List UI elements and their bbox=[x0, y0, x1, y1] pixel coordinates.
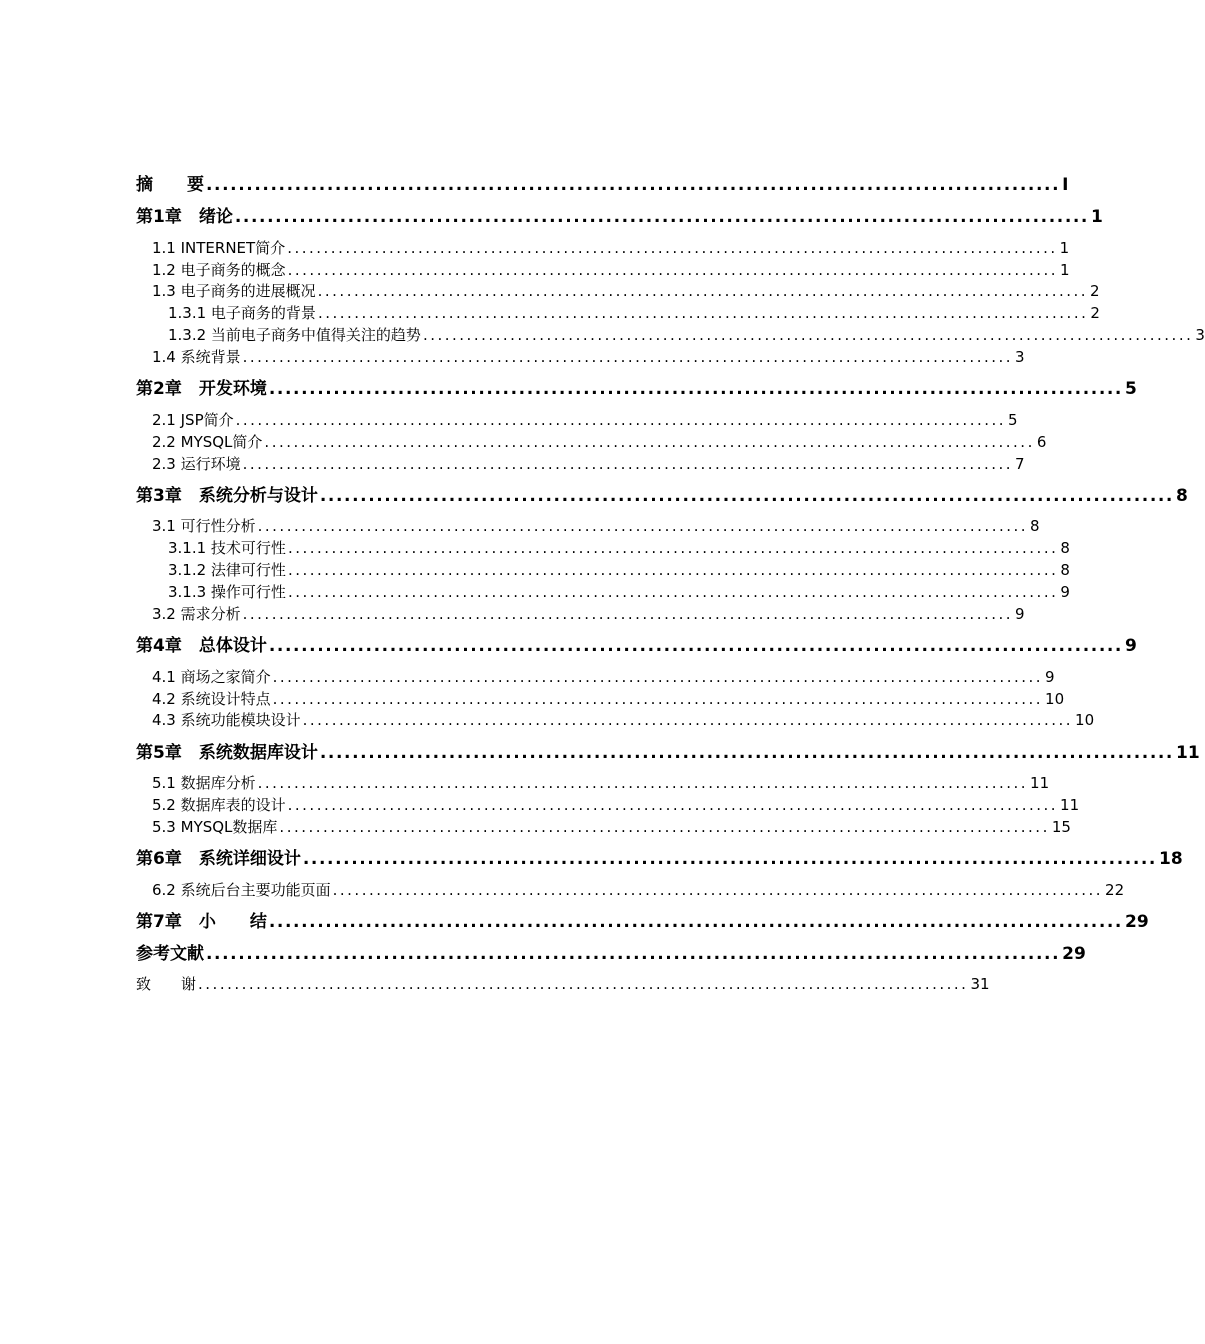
toc-entry-5-1[interactable] bbox=[152, 774, 1050, 792]
toc-entry-chapter-1[interactable] bbox=[136, 207, 1103, 227]
toc-entry-4-3[interactable] bbox=[152, 711, 1095, 729]
toc-entry-3-1-1[interactable] bbox=[168, 539, 1070, 557]
dot-leader: .......................................................................................................... bbox=[332, 881, 1104, 899]
toc-entry-label: 2.2 MYSQL简介 bbox=[152, 433, 263, 451]
dot-leader: .......................................................................................................... bbox=[235, 411, 1007, 429]
dot-leader: .......................................................................................................... bbox=[422, 326, 1194, 344]
toc-entry-abstract[interactable] bbox=[136, 175, 1069, 195]
toc-entry-page: 7 bbox=[1015, 455, 1025, 473]
toc-entry-chapter-6[interactable] bbox=[136, 849, 1183, 869]
toc-entry-page: I bbox=[1062, 175, 1069, 195]
dot-leader: .......................................................................................................... bbox=[242, 605, 1014, 623]
toc-entry-label: 3.2 需求分析 bbox=[152, 605, 241, 623]
toc-entry-1-1[interactable] bbox=[152, 239, 1070, 257]
toc-entry-label: 2.1 JSP简介 bbox=[152, 411, 234, 429]
dot-leader: .......................................................................................................... bbox=[317, 304, 1089, 322]
toc-entry-1-4[interactable] bbox=[152, 348, 1025, 366]
toc-entry-label: 1.3.1 电子商务的背景 bbox=[168, 304, 316, 322]
toc-entry-2-2[interactable] bbox=[152, 433, 1047, 451]
toc-entry-4-1[interactable] bbox=[152, 668, 1055, 686]
dot-leader: .......................................................................................................... bbox=[319, 743, 1174, 763]
dot-leader: .......................................................................................................... bbox=[206, 944, 1061, 964]
toc-entry-chapter-3[interactable] bbox=[136, 486, 1188, 506]
dot-leader: .......................................................................................................... bbox=[242, 348, 1014, 366]
toc-entry-page: 22 bbox=[1105, 881, 1125, 899]
toc-entry-5-2[interactable] bbox=[152, 796, 1080, 814]
toc-entry-label: 第5章 系统数据库设计 bbox=[136, 743, 318, 763]
toc-entry-label: 第6章 系统详细设计 bbox=[136, 849, 301, 869]
dot-leader: .......................................................................................................... bbox=[287, 583, 1059, 601]
toc-entry-label: 5.2 数据库表的设计 bbox=[152, 796, 286, 814]
toc-entry-label: 5.1 数据库分析 bbox=[152, 774, 256, 792]
toc-entry-page: 15 bbox=[1051, 818, 1071, 836]
dot-leader: .......................................................................................................... bbox=[206, 175, 1061, 195]
toc-entry-page: 1 bbox=[1059, 239, 1070, 257]
toc-entry-page: 1 bbox=[1091, 207, 1103, 227]
toc-entry-label: 1.4 系统背景 bbox=[152, 348, 241, 366]
toc-entry-page: 2 bbox=[1090, 282, 1100, 300]
toc-entry-page: 2 bbox=[1090, 304, 1100, 322]
toc-entry-label: 3.1.2 法律可行性 bbox=[168, 561, 286, 579]
dot-leader: .......................................................................................................... bbox=[287, 239, 1058, 257]
toc-entry-page: 9 bbox=[1045, 668, 1055, 686]
toc-entry-1-3-2[interactable] bbox=[168, 326, 1205, 344]
toc-entry-label: 1.1 INTERNET简介 bbox=[152, 239, 286, 257]
toc-entry-label: 1.2 电子商务的概念 bbox=[152, 261, 286, 279]
toc-entry-page: 5 bbox=[1008, 411, 1018, 429]
toc-entry-2-1[interactable] bbox=[152, 411, 1018, 429]
toc-entry-page: 10 bbox=[1075, 711, 1095, 729]
toc-entry-label: 参考文献 bbox=[136, 944, 204, 964]
dot-leader: .......................................................................................................... bbox=[268, 636, 1123, 656]
toc-entry-6-2[interactable] bbox=[152, 881, 1125, 899]
toc-entry-label: 6.2 系统后台主要功能页面 bbox=[152, 881, 331, 899]
dot-leader: .......................................................................................................... bbox=[242, 455, 1014, 473]
dot-leader: .......................................................................................................... bbox=[279, 818, 1050, 836]
toc-entry-1-3-1[interactable] bbox=[168, 304, 1100, 322]
dot-leader: .......................................................................................................... bbox=[302, 711, 1074, 729]
toc-entry-page: 29 bbox=[1125, 912, 1149, 932]
toc-entry-label: 5.3 MYSQL数据库 bbox=[152, 818, 278, 836]
toc-entry-label: 3.1.3 操作可行性 bbox=[168, 583, 286, 601]
toc-entry-chapter-7[interactable] bbox=[136, 912, 1149, 932]
toc-entry-label: 摘 要 bbox=[136, 175, 204, 195]
toc-entry-page: 31 bbox=[970, 975, 990, 993]
dot-leader: .......................................................................................................... bbox=[287, 539, 1059, 557]
toc-entry-1-3[interactable] bbox=[152, 282, 1100, 300]
toc-entry-label: 第2章 开发环境 bbox=[136, 379, 267, 399]
toc-entry-page: 8 bbox=[1030, 517, 1040, 535]
toc-entry-3-1-2[interactable] bbox=[168, 561, 1070, 579]
toc-entry-page: 3 bbox=[1195, 326, 1205, 344]
dot-leader: .......................................................................................................... bbox=[234, 207, 1089, 227]
toc-entry-2-3[interactable] bbox=[152, 455, 1025, 473]
toc-entry-label: 第1章 绪论 bbox=[136, 207, 233, 227]
toc-entry-label: 1.3.2 当前电子商务中值得关注的趋势 bbox=[168, 326, 421, 344]
toc-entry-label: 致 谢 bbox=[136, 975, 197, 993]
toc-entry-page: 9 bbox=[1015, 605, 1025, 623]
toc-entry-label: 第4章 总体设计 bbox=[136, 636, 267, 656]
dot-leader: .......................................................................................................... bbox=[257, 517, 1029, 535]
dot-leader: .......................................................................................................... bbox=[272, 690, 1044, 708]
dot-leader: .......................................................................................................... bbox=[268, 912, 1123, 932]
toc-entry-3-1-3[interactable] bbox=[168, 583, 1070, 601]
toc-entry-label: 4.3 系统功能模块设计 bbox=[152, 711, 301, 729]
toc-entry-page: 10 bbox=[1045, 690, 1065, 708]
toc-entry-page: 6 bbox=[1036, 433, 1047, 451]
toc-entry-label: 4.2 系统设计特点 bbox=[152, 690, 271, 708]
toc-entry-page: 11 bbox=[1060, 796, 1080, 814]
toc-entry-page: 11 bbox=[1176, 743, 1200, 763]
dot-leader: .......................................................................................................... bbox=[287, 261, 1059, 279]
toc-entry-page: 9 bbox=[1125, 636, 1137, 656]
toc-entry-label: 第7章 小 结 bbox=[136, 912, 267, 932]
dot-leader: .......................................................................................................... bbox=[302, 849, 1157, 869]
dot-leader: .......................................................................................................... bbox=[268, 379, 1123, 399]
toc-entry-3-1[interactable] bbox=[152, 517, 1040, 535]
toc-entry-acknowledgements[interactable] bbox=[136, 975, 990, 993]
toc-entry-page: 18 bbox=[1159, 849, 1183, 869]
dot-leader: .......................................................................................................... bbox=[264, 433, 1035, 451]
toc-entry-label: 2.3 运行环境 bbox=[152, 455, 241, 473]
toc-entry-references[interactable] bbox=[136, 944, 1086, 964]
toc-entry-page: 8 bbox=[1060, 539, 1070, 557]
toc-entry-label: 第3章 系统分析与设计 bbox=[136, 486, 318, 506]
dot-leader: .......................................................................................................... bbox=[198, 975, 969, 993]
toc-entry-chapter-4[interactable] bbox=[136, 636, 1137, 656]
toc-entry-page: 5 bbox=[1125, 379, 1137, 399]
toc-entry-page: 9 bbox=[1060, 583, 1070, 601]
dot-leader: .......................................................................................................... bbox=[287, 796, 1059, 814]
dot-leader: .......................................................................................................... bbox=[319, 486, 1174, 506]
toc-entry-label: 1.3 电子商务的进展概况 bbox=[152, 282, 316, 300]
toc-entry-chapter-2[interactable] bbox=[136, 379, 1137, 399]
dot-leader: .......................................................................................................... bbox=[272, 668, 1044, 686]
dot-leader: .......................................................................................................... bbox=[317, 282, 1089, 300]
toc-entry-3-2[interactable] bbox=[152, 605, 1025, 623]
toc-entry-1-2[interactable] bbox=[152, 261, 1070, 279]
toc-entry-label: 3.1.1 技术可行性 bbox=[168, 539, 286, 557]
toc-entry-page: 8 bbox=[1176, 486, 1188, 506]
toc-entry-label: 4.1 商场之家简介 bbox=[152, 668, 271, 686]
toc-entry-page: 3 bbox=[1015, 348, 1025, 366]
toc-entry-5-3[interactable] bbox=[152, 818, 1071, 836]
toc-entry-page: 1 bbox=[1060, 261, 1070, 279]
toc-entry-page: 29 bbox=[1062, 944, 1086, 964]
dot-leader: .......................................................................................................... bbox=[257, 774, 1029, 792]
dot-leader: .......................................................................................................... bbox=[287, 561, 1059, 579]
toc-entry-page: 11 bbox=[1030, 774, 1050, 792]
toc-entry-chapter-5[interactable] bbox=[136, 743, 1200, 763]
toc-entry-label: 3.1 可行性分析 bbox=[152, 517, 256, 535]
toc-entry-page: 8 bbox=[1060, 561, 1070, 579]
toc-entry-4-2[interactable] bbox=[152, 690, 1065, 708]
